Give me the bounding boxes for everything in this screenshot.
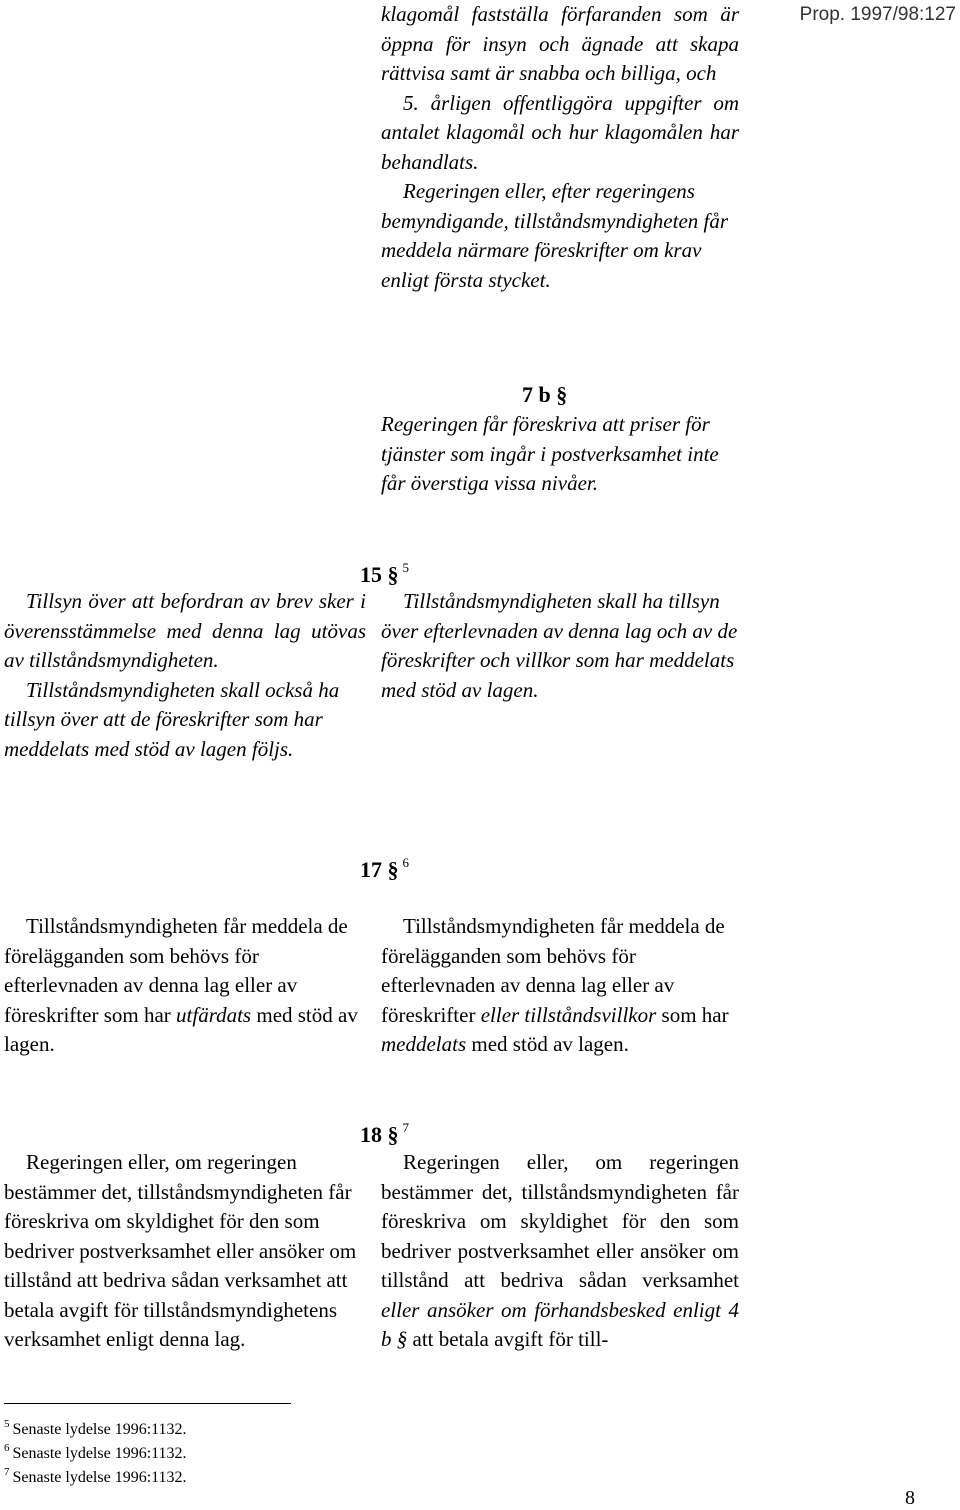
section-18-heading bbox=[360, 1120, 409, 1148]
footnote-7 bbox=[4, 1460, 187, 1490]
section-18-right-italic: eller ansöker om förhandsbesked enligt 4 b § bbox=[381, 1297, 739, 1351]
footnote-ref-7: 7 bbox=[402, 1120, 409, 1135]
section-17-right-italic-2: meddelats bbox=[381, 1032, 467, 1056]
section-17-right-text-a: Tillståndsmyndigheten får meddela de förelägganden som behövs för efterlevnaden av denna lag eller av föreskrifter bbox=[381, 914, 725, 1027]
document-header: Prop. 1997/98:127 bbox=[799, 4, 956, 25]
continuation-paragraph: klagomål fastställa förfaranden som är öppna för insyn och ägnade att skapa rättvisa samt är snabba och billiga, och bbox=[381, 2, 739, 85]
section-17-number: 17 § bbox=[360, 857, 399, 882]
section-17-left-text-a: Tillståndsmyndigheten får meddela de förelägganden som behövs för efterlevnaden av denna lag eller av föreskrifter som har bbox=[4, 914, 348, 1027]
section-15-number: 15 § bbox=[360, 562, 399, 587]
section-7b-heading: 7 b § bbox=[522, 382, 568, 407]
footnote-ref-6: 6 bbox=[402, 855, 409, 870]
section-18-right-text-b: att betala avgift för till- bbox=[412, 1327, 609, 1351]
section-7b-paragraph: Regeringen får föreskriva att priser för tjänster som ingår i postverksamhet inte får överstiga vissa nivåer. bbox=[381, 412, 719, 495]
section-15-left-p2: Tillståndsmyndigheten skall också ha tillsyn över att de föreskrifter som har meddelats med stöd av lagen följs. bbox=[4, 677, 340, 761]
footnote-number: 7 bbox=[4, 1466, 10, 1478]
section-17-heading bbox=[360, 855, 409, 883]
footnote-text: Senaste lydelse 1996:1132. bbox=[12, 1445, 187, 1462]
section-17-left bbox=[4, 912, 366, 1060]
section-17-left-italic: utfärdats bbox=[176, 1002, 252, 1027]
footnote-ref-5: 5 bbox=[402, 560, 409, 575]
regulation-paragraph: Regeringen eller, efter regeringens bemyndigande, tillståndsmyndigheten får meddela närmare föreskrifter om krav enligt första stycket. bbox=[381, 179, 729, 292]
section-15-left-p1: Tillsyn över att befordran av brev sker i överensstämmelse med denna lag utövas av tillståndsmyndigheten. bbox=[4, 589, 366, 672]
section-18-left-paragraph: Regeringen eller, om regeringen bestämmer det, tillståndsmyndigheten får föreskriva om skyldighet för den som bedriver postverksamhet eller ansöker om tillstånd att bedriva sådan verksamhet att betala avgift för tillståndsmyndighetens verksamhet enligt denna lag. bbox=[4, 1150, 357, 1351]
section-17-left-text-b: med stöd av lagen. bbox=[4, 1002, 358, 1056]
footnote-number: 5 bbox=[4, 1418, 10, 1430]
section-18-right bbox=[381, 1148, 739, 1355]
section-17-right-text-b: som har bbox=[661, 1002, 729, 1027]
footnote-text: Senaste lydelse 1996:1132. bbox=[12, 1421, 187, 1438]
section-17-left-paragraph bbox=[4, 912, 366, 1060]
section-15-left bbox=[4, 587, 366, 764]
section-18-right-paragraph bbox=[381, 1148, 739, 1355]
section-15-right bbox=[381, 587, 739, 705]
section-18-left bbox=[4, 1148, 366, 1355]
section-18-number: 18 § bbox=[360, 1122, 399, 1147]
section-17-right bbox=[381, 912, 739, 1060]
section-7b-text bbox=[381, 410, 739, 499]
section-18-right-text-a: Regeringen eller, om regeringen bestämmer det, tillståndsmyndigheten får föreskriva om skyldighet för den som bedriver postverksamhet eller ansöker om tillstånd att bedriva sådan verksamhet bbox=[381, 1150, 739, 1292]
section-15-heading bbox=[360, 560, 409, 588]
footnote-text: Senaste lydelse 1996:1132. bbox=[12, 1469, 187, 1486]
footnote-number: 6 bbox=[4, 1442, 10, 1454]
list-item-5: 5. årligen offentliggöra uppgifter om antalet klagomål och hur klagomålen har behandlats. bbox=[381, 90, 739, 174]
section-17-right-text-c: med stöd av lagen. bbox=[471, 1032, 629, 1056]
footnote-divider bbox=[4, 1403, 291, 1404]
page-number: 8 bbox=[905, 1487, 915, 1509]
section-17-right-paragraph bbox=[381, 912, 739, 1060]
section-17-right-italic-1: eller tillståndsvillkor bbox=[480, 1002, 657, 1027]
top-right-continuation bbox=[381, 0, 739, 295]
section-15-right-p1: Tillståndsmyndigheten skall ha tillsyn över efterlevnaden av denna lag och av de föreskrifter och villkor som har meddelats med stöd av lagen. bbox=[381, 589, 738, 702]
